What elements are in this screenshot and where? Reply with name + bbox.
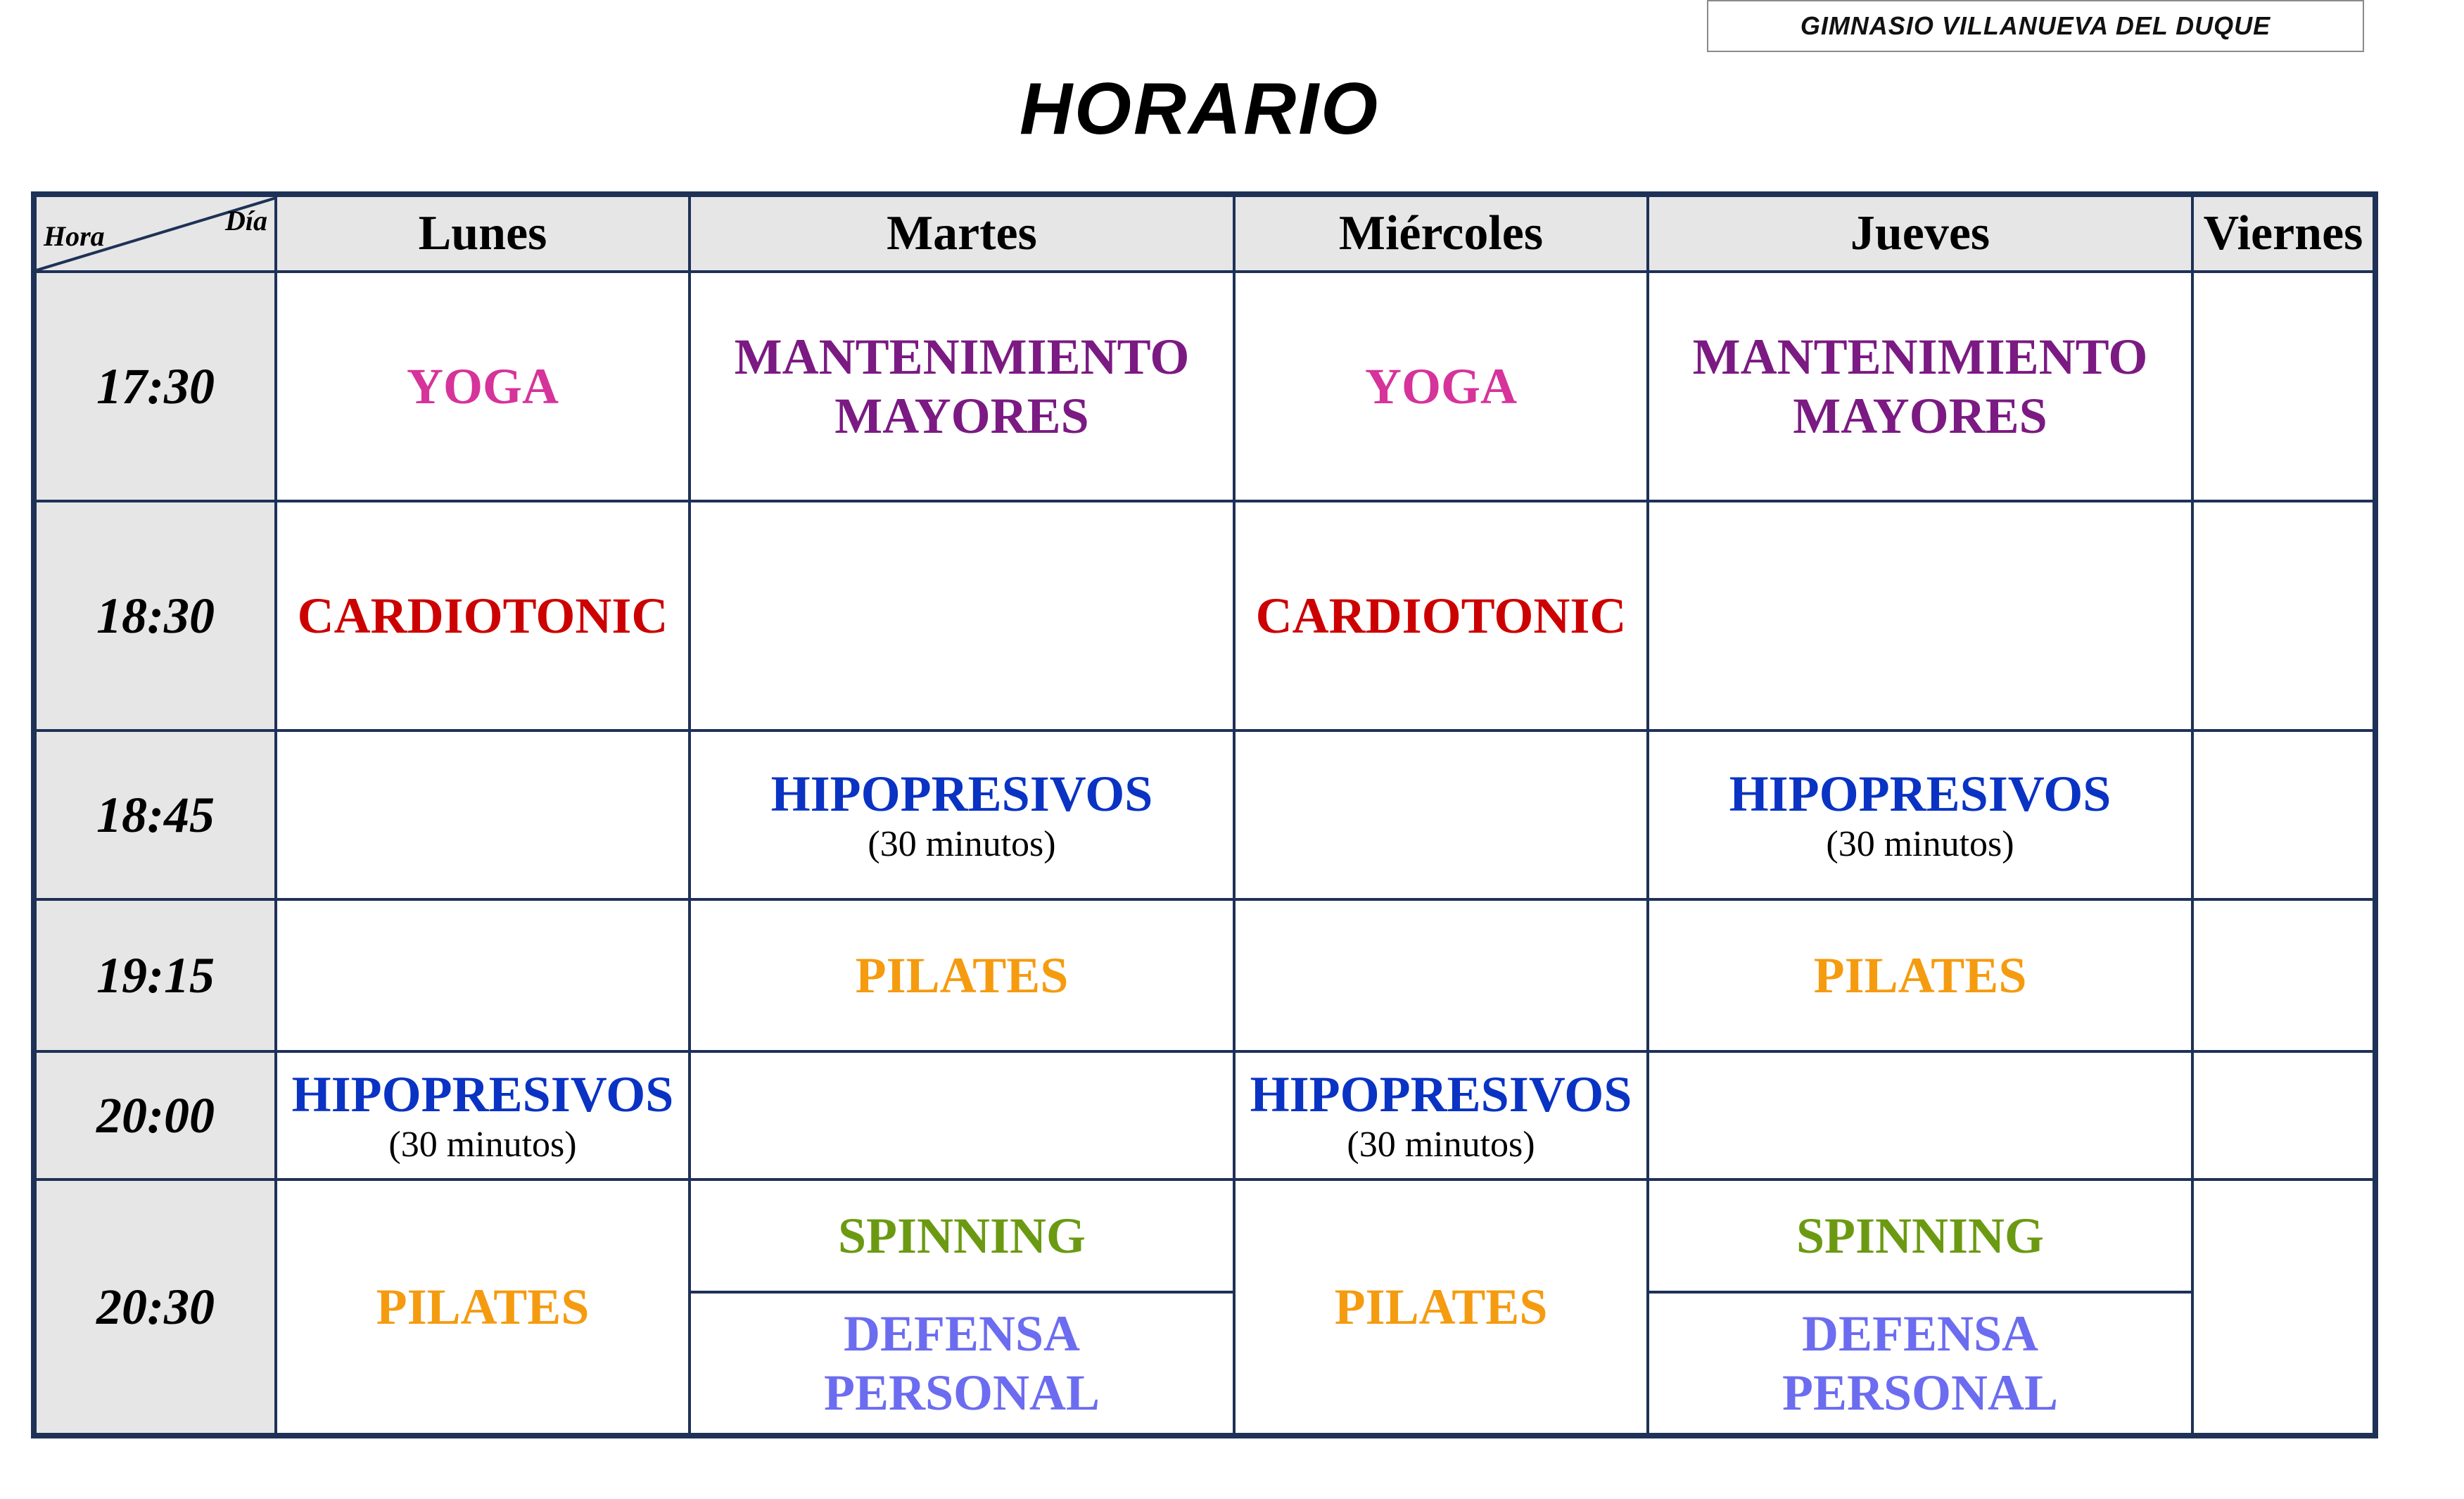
class-label: PILATES — [376, 1279, 590, 1335]
empty-cell — [1648, 1051, 2192, 1179]
class-mantenimiento-mayores — [690, 272, 1234, 501]
empty-cell — [2192, 1179, 2375, 1436]
day-header-miercoles: Miércoles — [1234, 194, 1648, 272]
corner-hora-label: Hora — [44, 220, 105, 252]
class-label: CARDIOTONIC — [297, 588, 668, 644]
empty-cell — [276, 730, 690, 899]
class-pilates — [1234, 1179, 1648, 1436]
day-header-martes: Martes — [690, 194, 1234, 272]
class-spinning — [690, 1179, 1234, 1292]
class-label: CARDIOTONIC — [1255, 588, 1627, 644]
row-2000 — [34, 1051, 2375, 1179]
class-hipopresivos — [1234, 1051, 1648, 1179]
class-yoga — [1234, 272, 1648, 501]
class-label: DEFENSA — [1801, 1305, 2039, 1362]
class-label: MANTENIMIENTO — [1692, 329, 2148, 385]
class-label: PILATES — [855, 947, 1069, 1004]
row-2030-a — [34, 1179, 2375, 1292]
time-cell: 20:30 — [34, 1179, 276, 1436]
empty-cell — [2192, 730, 2375, 899]
time-cell: 17:30 — [34, 272, 276, 501]
empty-cell — [276, 899, 690, 1051]
row-1730 — [34, 272, 2375, 501]
class-label: SPINNING — [837, 1208, 1086, 1264]
empty-cell — [1648, 501, 2192, 730]
class-spinning — [1648, 1179, 2192, 1292]
class-label: YOGA — [1365, 358, 1517, 415]
time-cell: 18:45 — [34, 730, 276, 899]
row-1830 — [34, 501, 2375, 730]
day-header-lunes: Lunes — [276, 194, 690, 272]
row-1845 — [34, 730, 2375, 899]
empty-cell — [2192, 272, 2375, 501]
corner-dia-label: Día — [225, 205, 267, 236]
empty-cell — [2192, 1051, 2375, 1179]
class-duration-note: (30 minutos) — [388, 1125, 577, 1165]
class-label: PILATES — [1813, 947, 2027, 1004]
class-hipopresivos — [1648, 730, 2192, 899]
class-label: PILATES — [1334, 1279, 1548, 1335]
schedule-table — [31, 191, 2378, 1438]
class-hipopresivos — [690, 730, 1234, 899]
class-cardiotonic — [276, 501, 690, 730]
class-duration-note: (30 minutos) — [1347, 1125, 1535, 1165]
class-label: DEFENSA — [843, 1305, 1081, 1362]
class-label: YOGA — [407, 358, 559, 415]
class-pilates — [276, 1179, 690, 1436]
empty-cell — [1234, 730, 1648, 899]
day-header-jueves: Jueves — [1648, 194, 2192, 272]
class-defensa-personal — [1648, 1292, 2192, 1436]
class-label: MAYORES — [834, 388, 1089, 444]
class-label: MAYORES — [1793, 388, 2047, 444]
empty-cell — [2192, 501, 2375, 730]
class-yoga — [276, 272, 690, 501]
class-label: HIPOPRESIVOS — [770, 766, 1153, 822]
class-duration-note: (30 minutos) — [1826, 824, 2014, 864]
class-cardiotonic — [1234, 501, 1648, 730]
empty-cell — [690, 501, 1234, 730]
gym-name-label: GIMNASIO VILLANUEVA DEL DUQUE — [1707, 0, 2364, 52]
row-1915 — [34, 899, 2375, 1051]
class-mantenimiento-mayores — [1648, 272, 2192, 501]
empty-cell — [1234, 899, 1648, 1051]
class-label: PERSONAL — [1782, 1365, 2059, 1421]
class-defensa-personal — [690, 1292, 1234, 1436]
class-label: PERSONAL — [823, 1365, 1100, 1421]
time-cell: 19:15 — [34, 899, 276, 1051]
page-title: HORARIO — [1019, 68, 1380, 150]
class-label: HIPOPRESIVOS — [1729, 766, 2111, 822]
time-cell: 20:00 — [34, 1051, 276, 1179]
class-label: HIPOPRESIVOS — [1250, 1066, 1632, 1122]
class-pilates — [1648, 899, 2192, 1051]
class-label: HIPOPRESIVOS — [291, 1066, 674, 1122]
time-cell: 18:30 — [34, 501, 276, 730]
class-duration-note: (30 minutos) — [868, 824, 1056, 864]
empty-cell — [2192, 899, 2375, 1051]
class-pilates — [690, 899, 1234, 1051]
class-label: MANTENIMIENTO — [734, 329, 1190, 385]
empty-cell — [690, 1051, 1234, 1179]
day-header-viernes: Viernes — [2192, 194, 2375, 272]
header-row — [34, 194, 2375, 272]
class-label: SPINNING — [1796, 1208, 2045, 1264]
corner-header — [34, 194, 276, 272]
class-hipopresivos — [276, 1051, 690, 1179]
